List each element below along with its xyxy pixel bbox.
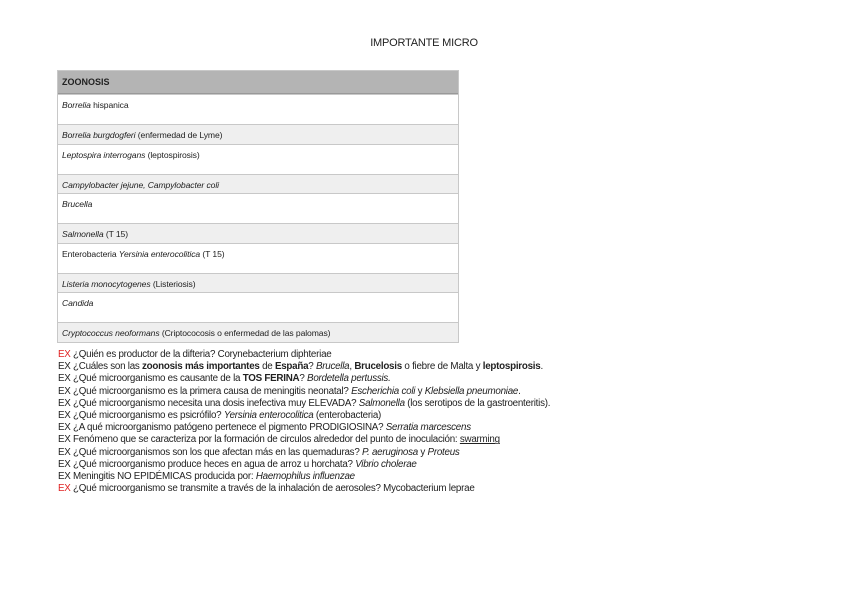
text-segment: de xyxy=(259,361,275,373)
text-segment: (T 15) xyxy=(103,229,128,239)
text-segment: España xyxy=(274,361,309,373)
exam-marker: EX xyxy=(58,397,71,409)
table-row xyxy=(58,322,458,342)
text-segment: Cryptococcus neoformans xyxy=(62,328,160,338)
exam-marker: EX xyxy=(58,361,71,373)
text-segment: Borrelia xyxy=(62,100,91,110)
text-segment: leptospirosis xyxy=(482,361,541,373)
text-segment: (enfermedad de Lyme) xyxy=(135,130,223,140)
text-segment: Campylobacter jejune, Campylobacter coli xyxy=(62,179,219,190)
question-line xyxy=(58,361,550,373)
text-segment: Escherichia coli xyxy=(351,385,416,397)
text-segment: Borrelia burgdogferi xyxy=(62,130,136,140)
text-segment: Enterobacteria xyxy=(62,248,119,259)
text-segment: (enterobacteria) xyxy=(313,410,382,422)
text-segment: (Criptococosis o enfermedad de las palomas) xyxy=(159,328,331,338)
text-segment: ¿Qué microorganismo es la primera causa de meningitis neonatal? xyxy=(70,385,352,397)
exam-marker: EX xyxy=(58,471,71,483)
text-segment: y xyxy=(417,446,428,458)
question-line xyxy=(58,349,550,361)
table-row xyxy=(58,273,458,293)
text-segment: Fenómeno que se caracteriza por la formación de circulos alrededor del punto de inoculación: xyxy=(70,434,460,446)
text-segment: Listeria monocytogenes xyxy=(62,278,151,289)
question-line xyxy=(58,483,550,495)
text-segment: Candida xyxy=(62,298,94,308)
exam-marker: EX xyxy=(58,458,71,470)
exam-marker: EX xyxy=(58,446,71,458)
text-segment: Serratia marcescens xyxy=(385,422,471,434)
text-segment: Leptospira interrogans xyxy=(62,149,146,160)
text-segment: ¿Qué microorganismo es causante de la xyxy=(70,373,243,385)
text-segment: . xyxy=(540,361,543,373)
text-segment: Vibrio cholerae xyxy=(355,458,417,470)
table-row xyxy=(58,243,458,273)
exam-marker: EX xyxy=(58,349,71,360)
page-title: IMPORTANTE MICRO xyxy=(370,37,478,49)
text-segment: Yersinia enterocolitica xyxy=(118,248,201,259)
question-line xyxy=(58,434,550,446)
text-segment: Haemophilus influenzae xyxy=(255,471,355,483)
table-row xyxy=(58,223,458,243)
text-segment: (Listeriosis) xyxy=(150,278,196,289)
table-row xyxy=(58,144,458,174)
text-segment: ? xyxy=(299,373,308,385)
table-row xyxy=(58,174,458,194)
text-segment: Salmonella xyxy=(358,397,405,409)
table-row xyxy=(58,124,458,144)
question-line xyxy=(58,373,550,385)
text-segment: (leptospirosis) xyxy=(145,149,200,160)
exam-marker: EX xyxy=(58,483,71,495)
text-segment: P. aeruginosa xyxy=(362,446,418,458)
text-segment: Brucella xyxy=(315,361,350,373)
text-segment: . xyxy=(518,385,521,397)
text-segment: ¿Quién es productor de la difteria? Corynebacterium diphteriae xyxy=(70,349,332,360)
text-segment: Klebsiella pneumoniae xyxy=(424,385,519,397)
question-line xyxy=(58,471,550,483)
question-line xyxy=(58,398,550,410)
zoonosis-table xyxy=(57,70,459,343)
text-segment: ¿Qué microorganismo necesita una dosis inefectiva muy ELEVADA? xyxy=(70,397,359,409)
question-line xyxy=(58,410,550,422)
text-segment: ¿Qué microorganismo produce heces en agua de arroz u horchata? xyxy=(70,458,356,470)
text-segment: (los serotipos de la gastroenteritis). xyxy=(404,397,551,409)
table-header: ZOONOSIS xyxy=(58,71,458,94)
table-row xyxy=(58,193,458,223)
exam-questions xyxy=(58,349,550,495)
text-segment: Bordetella pertussis. xyxy=(307,373,391,385)
text-segment: Proteus xyxy=(427,446,460,458)
text-segment: hispanica xyxy=(90,100,129,110)
exam-marker: EX xyxy=(58,422,71,434)
text-segment: Salmonella xyxy=(62,229,104,239)
exam-marker: EX xyxy=(58,385,71,397)
question-line xyxy=(58,386,550,398)
text-segment: y xyxy=(415,385,425,397)
exam-marker: EX xyxy=(58,373,71,385)
text-segment: ¿Cuáles son las xyxy=(70,361,143,373)
text-segment: Yersinia enterocolitica xyxy=(223,410,314,422)
text-segment: ¿A qué microorganismo patógeno pertenece el pigmento PRODIGIOSINA? xyxy=(70,422,386,434)
text-segment: ¿Qué microorganismo es psicrófilo? xyxy=(70,410,224,422)
text-segment: ? xyxy=(308,361,316,373)
table-row xyxy=(58,94,458,124)
text-segment: Brucella xyxy=(62,199,93,209)
text-segment: Brucelosis xyxy=(354,361,402,373)
table-row xyxy=(58,292,458,322)
text-segment: swarming xyxy=(459,434,500,446)
text-segment: TOS FERINA xyxy=(242,373,300,385)
question-line xyxy=(58,459,550,471)
exam-marker: EX xyxy=(58,410,71,422)
text-segment: (T 15) xyxy=(200,248,225,259)
question-line xyxy=(58,447,550,459)
text-segment: o fiebre de Malta y xyxy=(401,361,483,373)
text-segment: , xyxy=(349,361,355,373)
exam-marker: EX xyxy=(58,434,71,446)
text-segment: ¿Qué microorganismo se transmite a través de la inhalación de aerosoles? Mycobacterium leprae xyxy=(70,483,475,495)
text-segment: Meningitis NO EPIDÉMICAS producida por: xyxy=(70,471,256,483)
question-line xyxy=(58,422,550,434)
text-segment: ¿Qué microorganismos son los que afectan más en las quemaduras? xyxy=(70,446,362,458)
text-segment: zoonosis más importantes xyxy=(142,361,260,373)
